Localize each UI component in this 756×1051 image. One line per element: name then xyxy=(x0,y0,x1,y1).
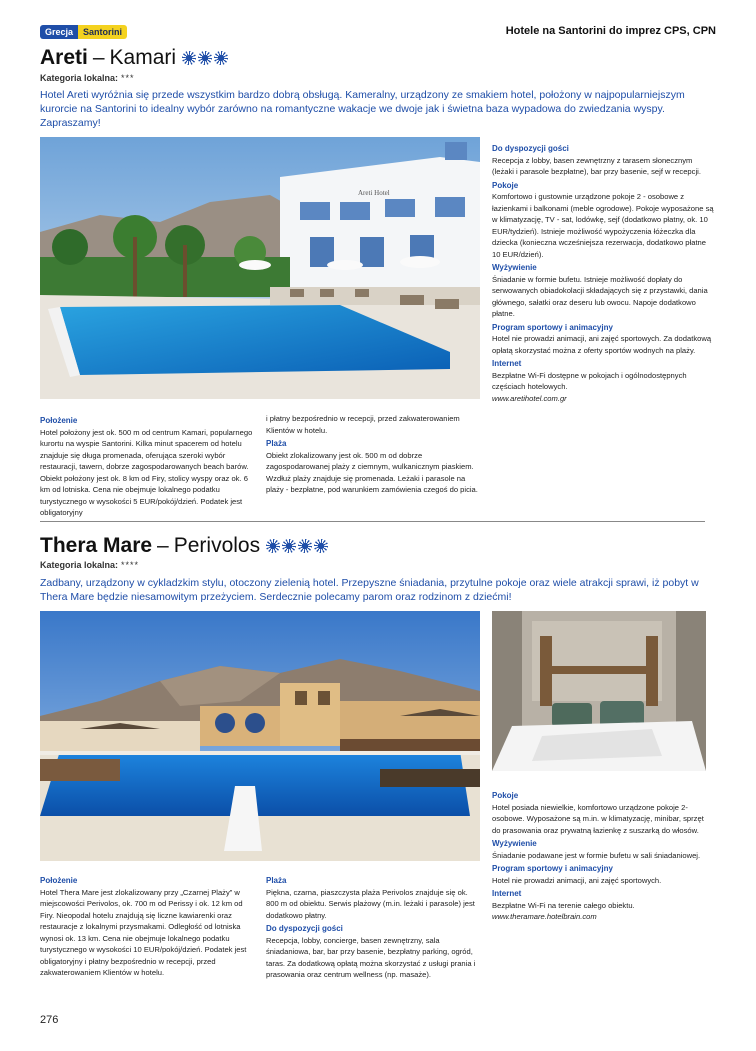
hotel1-place: Kamari xyxy=(109,46,177,69)
text-guests: Recepcja, lobby, concierge, basen zewnętrzny, sala śniadaniowa, bar, bar przy basenie, bezpłatny parking, ogród, taras. Za dodatkową opłatą można skorzystać z usługi prania i prasowania oraz centrum wellness (np. masaże). xyxy=(266,935,476,979)
heading-food: Wyżywienie xyxy=(492,839,537,848)
heading-beach: Plaża xyxy=(266,876,287,885)
hotel1-photo xyxy=(40,137,480,399)
category-stars: *** xyxy=(121,73,135,83)
text-internet: Bezpłatne Wi-Fi dostępne w pokojach i ogólnodostępnych częściach hotelowych. xyxy=(492,370,687,391)
sun-icon xyxy=(198,51,212,65)
text-sport: Hotel nie prowadzi animacji, ani zajęć sportowych. xyxy=(492,875,662,885)
heading-internet: Internet xyxy=(492,889,522,898)
category-label: Kategoria lokalna: xyxy=(40,73,119,83)
hotel1-intro: Hotel Areti wyróżnia się przede wszystkim bardzo dobrą obsługą. Kameralny, urządzony ze smakiem hotel, położony w najpopularniejszym kurorcie na Santorini to idealny wybór zarówno na romantyczne wakacje we dwoje jak i świetna baza wypadowa do zwiedzania wyspy. Zapraszamy! xyxy=(40,89,685,129)
heading-food: Wyżywienie xyxy=(492,263,537,272)
heading-location: Położenie xyxy=(40,876,78,885)
hotel1-rating-suns xyxy=(182,51,228,65)
text-food: Śniadanie w formie bufetu. Istnieje możliwość dopłaty do serwowanych obiadokolacji składających się z przystawki, dania głównego, sałatki oraz deseru lub owocu. Napoje dodatkowo płatne. xyxy=(492,274,708,318)
sun-icon xyxy=(214,51,228,65)
sun-icon xyxy=(298,539,312,553)
text-internet: Bezpłatne Wi-Fi na terenie całego obiektu. xyxy=(492,900,635,910)
heading-rooms: Pokoje xyxy=(492,180,519,190)
hotel2-category xyxy=(40,560,139,570)
hotel2-place: Perivolos xyxy=(173,534,261,557)
heading-rooms: Pokoje xyxy=(492,791,519,800)
title-separator: – xyxy=(157,534,169,557)
text-beach: Piękna, czarna, piaszczysta plaża Perivolos znajduje się ok. 800 m od obiektu. Serwis plażowy (m.in. leżaki i parasole) jest dodatkowo płatny. xyxy=(266,887,475,920)
sun-icon xyxy=(266,539,280,553)
text-location-cont: i płatny bezpośrednio w recepcji, przed zakwaterowaniem Klientów w hotelu. xyxy=(266,414,460,435)
category-stars: **** xyxy=(121,560,140,570)
hotel2-pool-photo xyxy=(40,611,480,861)
hotel2-intro: Zadbany, urządzony w cykladzkim stylu, otoczony zielenią hotel. Przepyszne śniadania, przytulne pokoje oraz wiele atrakcji sprawi, iż pobyt w Thera Mare będzie niesamowitym przeżyciem. Serdecznie polecamy parom oraz rodzinom z dziećmi! xyxy=(40,577,699,603)
tag-country: Grecja xyxy=(40,25,78,39)
hotel2-beach-col xyxy=(266,873,480,981)
text-rooms: Komfortowo i gustownie urządzone pokoje 2 - osobowe z łazienkami i balkonami (meble ogrodowe). Pokoje wyposażone są w klimatyzację, TV - sat, lodówkę, sejf (dodatkowo płatny, ok. 10 EUR/tydzień). Istnieje możliwość wypożyczenia łóżeczka dla dziecka (konieczna wcześniejsza rezerwacja, dodatkowo płatne 10 EUR/dzień). xyxy=(492,192,714,259)
hotel2-title xyxy=(40,534,328,558)
heading-sport: Program sportowy i animacyjny xyxy=(492,322,613,332)
hotel1-website-link[interactable]: www.aretihotel.com.gr xyxy=(492,393,567,403)
heading-guests: Do dyspozycji gości xyxy=(492,144,569,153)
hotel2-location-col xyxy=(40,873,254,979)
hotel1-beach-col xyxy=(266,413,480,496)
text-rooms: Hotel posiada niewielkie, komfortowo urządzone pokoje 2-osobowe. Wyposażone są m.in. w klimatyzację, minibar, sprzęt do prasowania oraz prywatną łazienkę z suszarką do włosów. xyxy=(492,802,704,835)
hotel1-sign: Areti Hotel xyxy=(358,189,390,197)
hotel2-room-photo xyxy=(492,611,706,771)
hotel2-rating-suns xyxy=(266,539,328,553)
hotel1-name: Areti xyxy=(40,46,88,69)
title-separator: – xyxy=(92,46,105,69)
hotel1-location-col xyxy=(40,413,254,519)
hotel1-title xyxy=(40,46,228,70)
heading-internet: Internet xyxy=(492,359,522,368)
sun-icon xyxy=(314,539,328,553)
text-food: Śniadanie podawane jest w formie bufetu w sali śniadaniowej. xyxy=(492,850,701,860)
hotel2-side-info xyxy=(492,788,714,923)
hotel1-category xyxy=(40,73,135,83)
heading-beach: Plaża xyxy=(266,439,287,448)
hotel1-side-info xyxy=(492,141,714,404)
hotel2-name: Thera Mare xyxy=(40,534,153,557)
text-beach: Obiekt zlokalizowany jest ok. 500 m od dobrze zagospodarowanej plaży z ciemnym, wulkanicznym piaskiem. Wzdłuż plaży znajduje się promenada. Leżaki i parasole na plaży - bezpłatne, pod warunkiem zamówienia czegoś do picia. xyxy=(266,450,478,494)
heading-guests: Do dyspozycji gości xyxy=(266,924,343,933)
sun-icon xyxy=(282,539,296,553)
destination-tags xyxy=(40,25,127,39)
text-guests: Recepcja z lobby, basen zewnętrzny z tarasem słonecznym (leżaki i parasole bezpłatne), bar przy basenie, sejf w recepcji. xyxy=(492,155,701,176)
text-location: Hotel Thera Mare jest zlokalizowany przy „Czarnej Plaży” w miejscowości Perivolos, ok. 700 m od Perissy i ok. 12 km od Firy. Nieopodal hotelu znajdują się liczne kawiarenki oraz restauracje z lokalnymi przysmakami. Odległość od lotniska wynosi ok. 13 km. Cena nie obejmuje lokalnego podatku turystycznego w wysokości 10 EUR/pokój/dzień. Podatek jest obligatoryjny i płatny bezpośrednio w recepcji, przed zakwaterowaniem Klientów w hotelu. xyxy=(40,887,247,977)
category-label: Kategoria lokalna: xyxy=(40,560,119,570)
hotel2-website-link[interactable]: www.theramare.hotelbrain.com xyxy=(492,912,597,921)
section-title: Hotele na Santorini do imprez CPS, CPN xyxy=(505,25,716,37)
page-number: 276 xyxy=(40,1014,59,1026)
tag-region: Santorini xyxy=(78,25,127,39)
heading-sport: Program sportowy i animacyjny xyxy=(492,864,613,873)
heading-location: Położenie xyxy=(40,416,78,425)
sun-icon xyxy=(182,51,196,65)
text-sport: Hotel nie prowadzi animacji, ani zajęć sportowych. Za dodatkową opłatą skorzystać można z oferty sportów wodnych na plaży. xyxy=(492,334,712,355)
section-divider xyxy=(40,521,705,522)
text-location: Hotel położony jest ok. 500 m od centrum Kamari, popularnego kurortu na wyspie Santorini. Kilka minut spacerem od hotelu znajduje się długa promenada, oferująca szeroki wybór restauracji, tawern, dobrze zagospodarowanych beach barów. Obiekt położony jest ok. 8 km od Firy, stolicy wyspy oraz ok. 6 km od lotniska. Cena nie obejmuje lokalnego podatku turystycznego w wysokości 5 EUR/pokój/dzień. Podatek jest obligatoryjny xyxy=(40,427,253,517)
